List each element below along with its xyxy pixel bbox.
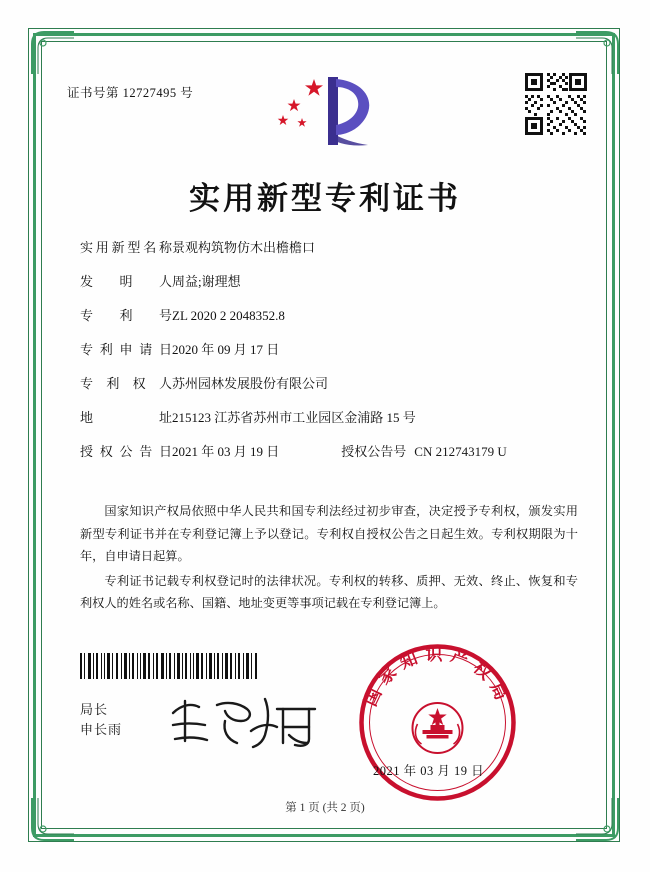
legal-body-text <box>80 500 578 617</box>
field-row <box>80 273 580 291</box>
field-label-patent-name: 实用新型名称 <box>80 240 172 255</box>
field-row <box>80 375 580 393</box>
barcode <box>80 653 260 679</box>
field-row-grant <box>80 443 580 461</box>
field-row <box>80 409 580 427</box>
field-label-address: 地址 <box>80 410 172 426</box>
official-seal <box>355 640 520 805</box>
field-label-patentee: 专利权人 <box>80 376 172 392</box>
handwritten-signature <box>165 691 325 751</box>
field-value-grant-number: CN 212743179 U <box>414 444 507 460</box>
certificate-content <box>55 55 595 815</box>
field-row <box>80 239 580 257</box>
page-title: 实用新型专利证书 <box>189 181 461 216</box>
legal-paragraph-2: 专利证书记载专利权登记时的法律状况。专利权的转移、质押、无效、终止、恢复和专利权人的姓名或名称、国籍、地址变更等事项记载在专利登记簿上。 <box>80 573 578 611</box>
field-value-address: 215123 江苏省苏州市工业园区金浦路 15 号 <box>172 410 416 426</box>
signature-block <box>80 700 122 739</box>
field-label-patent-number: 专利号 <box>80 308 172 324</box>
field-row <box>80 307 580 325</box>
patent-fields <box>80 239 580 477</box>
field-value-application-date: 2020 年 09 月 17 日 <box>172 342 280 358</box>
seal-date: 2021 年 03 月 19 日 <box>373 764 485 778</box>
field-value-inventor: 周益;谢理想 <box>172 274 241 290</box>
qr-code-icon <box>523 71 589 137</box>
svg-text:国家知识产权局: 国家知识产权局 <box>360 645 515 710</box>
field-label-application-date: 专利申请日 <box>80 342 172 358</box>
certificate-number: 证书号第 12727495 号 <box>67 86 194 100</box>
signature-name: 申长雨 <box>80 721 123 737</box>
field-row <box>80 341 580 359</box>
field-value-patentee: 苏州园林发展股份有限公司 <box>172 376 329 392</box>
field-label-inventor: 发明人 <box>80 274 172 290</box>
field-value-patent-number: ZL 2020 2 2048352.8 <box>172 308 285 324</box>
field-value-patent-name: 景观构筑物仿木出檐檐口 <box>172 240 316 255</box>
page-number: 第 1 页 (共 2 页) <box>285 802 365 814</box>
field-label-grant-number: 授权公告号 <box>341 444 407 460</box>
field-value-grant-date: 2021 年 03 月 19 日 <box>172 444 280 460</box>
signature-role: 局长 <box>80 702 109 717</box>
legal-paragraph-1: 国家知识产权局依照中华人民共和国专利法经过初步审查，决定授予专利权，颁发实用新型专利证书并在专利登记簿上予以登记。专利权自授权公告之日起生效。专利权期限为十年，自申请日起算。 <box>80 504 578 564</box>
cnipa-logo-icon <box>270 73 380 149</box>
field-label-grant-date: 授权公告日 <box>80 444 172 460</box>
